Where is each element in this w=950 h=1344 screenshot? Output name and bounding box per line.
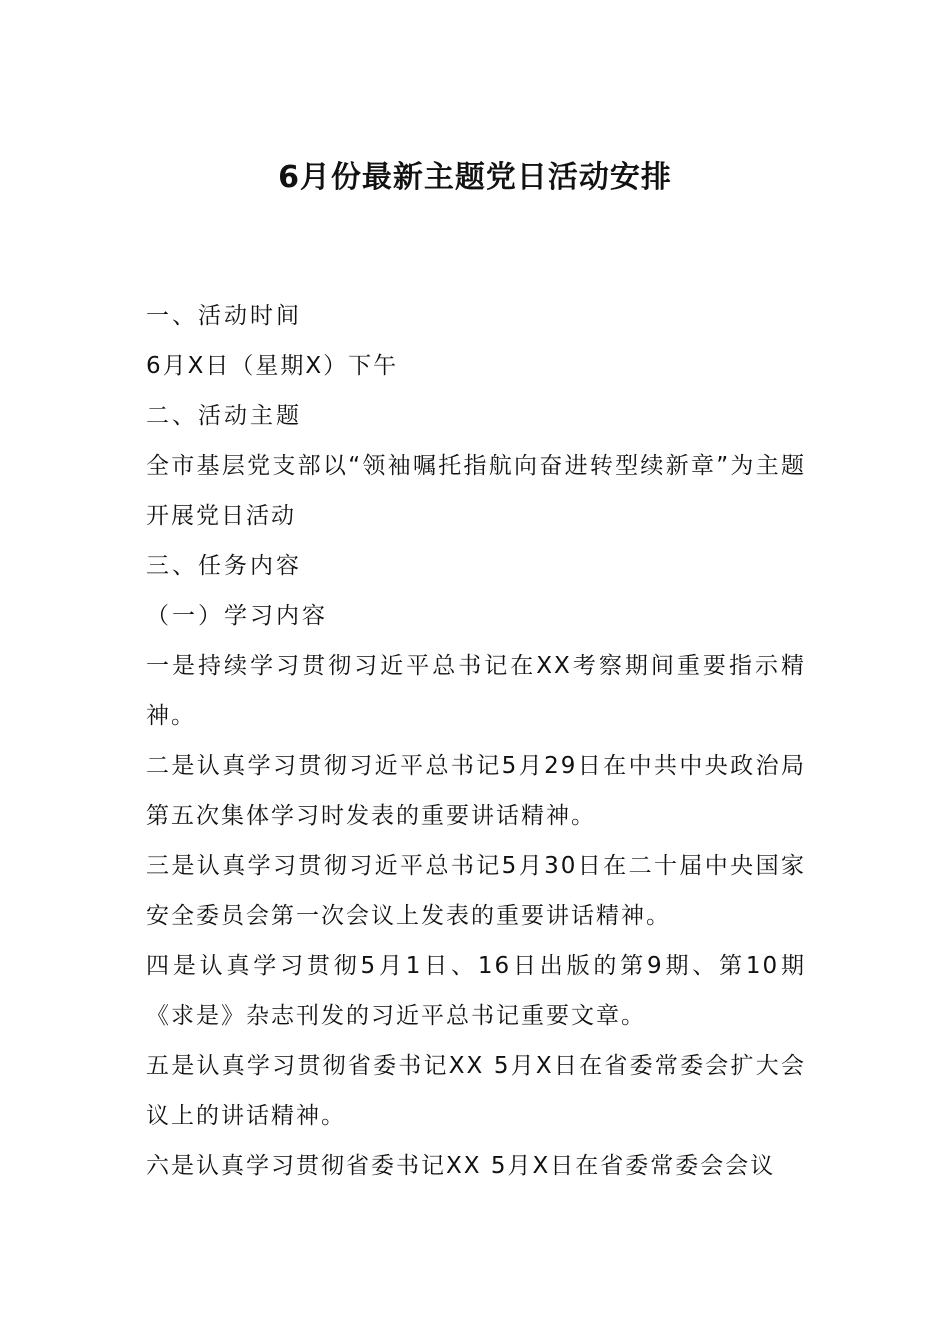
paragraph-item-6: 六是认真学习贯彻省委书记XX 5月X日在省委常委会会议 bbox=[146, 1153, 776, 1179]
section-heading-theme: 二、活动主题 bbox=[146, 403, 302, 429]
subsection-heading-study: （一）学习内容 bbox=[146, 603, 328, 629]
paragraph-theme: 全市基层党支部以“领袖嘱托指航向奋进转型续新章”为主题开展党日活动 bbox=[146, 453, 806, 529]
paragraph-item-2: 二是认真学习贯彻习近平总书记5月29日在中共中央政治局第五次集体学习时发表的重要讲话精神。 bbox=[146, 753, 806, 829]
paragraph-time: 6月X日（星期X）下午 bbox=[146, 353, 399, 379]
section-heading-tasks: 三、任务内容 bbox=[146, 553, 302, 579]
paragraph-item-3: 三是认真学习贯彻习近平总书记5月30日在二十届中央国家安全委员会第一次会议上发表的重要讲话精神。 bbox=[146, 853, 806, 929]
paragraph-item-4: 四是认真学习贯彻5月1日、16日出版的第9期、第10期《求是》杂志刊发的习近平总书记重要文章。 bbox=[146, 953, 806, 1029]
paragraph-item-5: 五是认真学习贯彻省委书记XX 5月X日在省委常委会扩大会议上的讲话精神。 bbox=[146, 1053, 806, 1129]
document-title: 6月份最新主题党日活动安排 bbox=[278, 160, 672, 195]
document-body bbox=[146, 291, 806, 1191]
paragraph-item-1: 一是持续学习贯彻习近平总书记在XX考察期间重要指示精神。 bbox=[146, 653, 806, 729]
section-heading-time: 一、活动时间 bbox=[146, 303, 302, 329]
